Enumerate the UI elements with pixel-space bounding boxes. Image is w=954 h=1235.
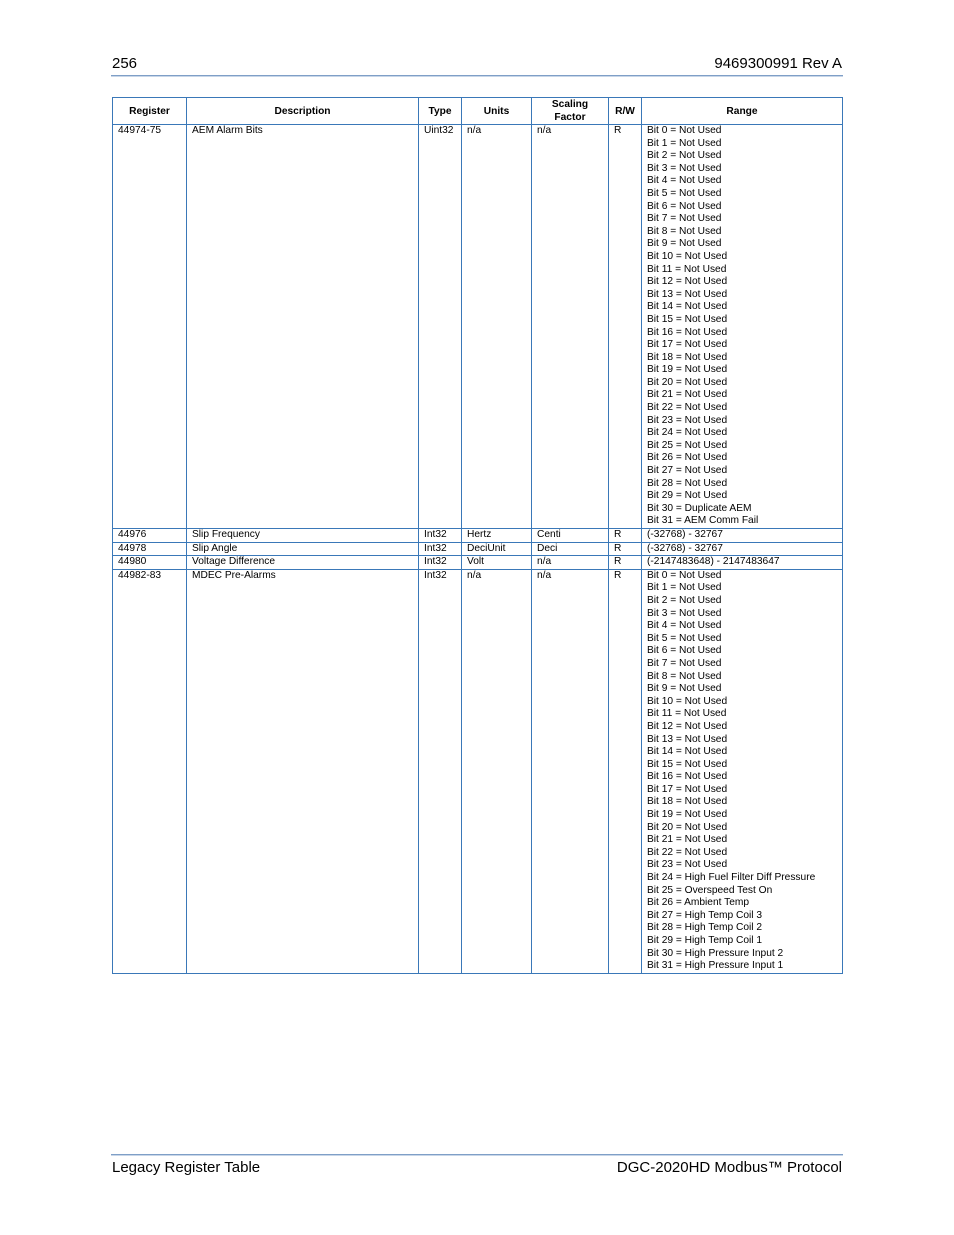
range-line: Bit 16 = Not Used	[647, 771, 728, 783]
range-line: Bit 4 = Not Used	[647, 620, 722, 632]
range-line: Bit 8 = Not Used	[647, 670, 722, 682]
range-line: Bit 27 = High Temp Coil 3	[647, 909, 763, 921]
cell-register: 44982-83	[113, 569, 187, 973]
table-row	[113, 542, 843, 556]
range-line: Bit 0 = Not Used	[647, 569, 722, 581]
range-line: Bit 12 = Not Used	[647, 720, 728, 732]
range-line: Bit 19 = Not Used	[647, 809, 728, 821]
range-line: Bit 8 = Not Used	[647, 225, 722, 237]
cell-register: 44974-75	[113, 125, 187, 529]
footer-section-title: Legacy Register Table	[112, 1159, 261, 1176]
column-header-description: Description	[187, 98, 419, 125]
range-line: Bit 30 = High Pressure Input 2	[647, 947, 784, 959]
range-line: (-2147483648) - 2147483647	[647, 556, 780, 568]
range-line: Bit 14 = Not Used	[647, 746, 728, 758]
cell-rw: R	[609, 542, 642, 556]
range-line: Bit 11 = Not Used	[647, 708, 727, 720]
column-header-scaling-factor	[532, 98, 609, 125]
range-line: Bit 10 = Not Used	[647, 250, 728, 262]
range-line: Bit 6 = Not Used	[647, 645, 722, 657]
cell-scaling: n/a	[532, 125, 609, 529]
range-line: Bit 17 = Not Used	[647, 783, 728, 795]
range-line: Bit 5 = Not Used	[647, 187, 722, 199]
range-line: Bit 4 = Not Used	[647, 175, 722, 187]
range-line: Bit 23 = Not Used	[647, 414, 728, 426]
cell-units: Volt	[462, 556, 532, 570]
range-line: Bit 1 = Not Used	[647, 582, 722, 594]
range-line: Bit 14 = Not Used	[647, 301, 728, 313]
range-line: Bit 15 = Not Used	[647, 313, 728, 325]
range-line: Bit 25 = Overspeed Test On	[647, 884, 773, 896]
range-line: Bit 30 = Duplicate AEM	[647, 502, 752, 514]
range-line: Bit 31 = AEM Comm Fail	[647, 515, 759, 527]
footer-document-title: DGC-2020HD Modbus™ Protocol	[616, 1159, 842, 1176]
range-line: Bit 13 = Not Used	[647, 288, 728, 300]
header-rule	[111, 75, 843, 77]
cell-description: Slip Angle	[187, 542, 419, 556]
cell-register: 44976	[113, 529, 187, 543]
range-line: Bit 28 = Not Used	[647, 477, 728, 489]
cell-type: Uint32	[419, 125, 462, 529]
range-line: Bit 23 = Not Used	[647, 859, 728, 871]
cell-units: Hertz	[462, 529, 532, 543]
cell-rw: R	[609, 125, 642, 529]
column-header-type: Type	[419, 98, 462, 125]
range-line: Bit 9 = Not Used	[647, 238, 722, 250]
range-line: Bit 16 = Not Used	[647, 326, 728, 338]
cell-description: AEM Alarm Bits	[187, 125, 419, 529]
table-row	[113, 556, 843, 570]
cell-type: Int32	[419, 556, 462, 570]
range-line: Bit 31 = High Pressure Input 1	[647, 960, 784, 972]
range-line: Bit 28 = High Temp Coil 2	[647, 922, 763, 934]
range-line: Bit 21 = Not Used	[647, 389, 728, 401]
cell-range	[642, 556, 843, 570]
cell-scaling: n/a	[532, 556, 609, 570]
range-line: Bit 20 = Not Used	[647, 376, 728, 388]
range-line: Bit 17 = Not Used	[647, 339, 728, 351]
cell-scaling: Centi	[532, 529, 609, 543]
range-line: Bit 24 = Not Used	[647, 427, 728, 439]
cell-scaling: Deci	[532, 542, 609, 556]
cell-register: 44980	[113, 556, 187, 570]
cell-type: Int32	[419, 569, 462, 973]
range-line: Bit 22 = Not Used	[647, 402, 728, 414]
cell-type: Int32	[419, 529, 462, 543]
cell-description: Slip Frequency	[187, 529, 419, 543]
range-line: Bit 29 = Not Used	[647, 490, 728, 502]
range-line: Bit 10 = Not Used	[647, 695, 728, 707]
column-header-units: Units	[462, 98, 532, 125]
cell-scaling: n/a	[532, 569, 609, 973]
range-line: Bit 22 = Not Used	[647, 846, 728, 858]
range-line: Bit 0 = Not Used	[647, 125, 722, 136]
range-line: Bit 19 = Not Used	[647, 364, 728, 376]
cell-register: 44978	[113, 542, 187, 556]
range-line: Bit 26 = Ambient Temp	[647, 897, 750, 909]
cell-range	[642, 125, 843, 529]
range-line: Bit 5 = Not Used	[647, 632, 722, 644]
range-line: Bit 12 = Not Used	[647, 276, 728, 288]
scaling-label: Scaling	[551, 99, 589, 110]
range-line: Bit 27 = Not Used	[647, 465, 728, 477]
range-line: Bit 15 = Not Used	[647, 758, 728, 770]
cell-units: n/a	[462, 569, 532, 973]
range-line: Bit 24 = High Fuel Filter Diff Pressure	[647, 872, 816, 884]
range-line: (-32768) - 32767	[647, 542, 723, 554]
range-line: Bit 7 = Not Used	[647, 657, 722, 669]
document-number: 9469300991 Rev A	[714, 55, 842, 72]
range-line: Bit 18 = Not Used	[647, 351, 728, 363]
factor-label: Factor	[554, 112, 586, 123]
range-line: Bit 3 = Not Used	[647, 607, 722, 619]
cell-units: n/a	[462, 125, 532, 529]
column-header-register: Register	[113, 98, 187, 125]
table-row	[113, 569, 843, 973]
cell-units: DeciUnit	[462, 542, 532, 556]
range-line: Bit 2 = Not Used	[647, 594, 722, 606]
column-header-range: Range	[642, 98, 843, 125]
range-line: Bit 11 = Not Used	[647, 263, 727, 275]
range-line: Bit 25 = Not Used	[647, 439, 728, 451]
cell-range	[642, 542, 843, 556]
cell-description: Voltage Difference	[187, 556, 419, 570]
table-row	[113, 125, 843, 529]
cell-rw: R	[609, 556, 642, 570]
range-line: Bit 7 = Not Used	[647, 213, 722, 225]
register-table	[112, 97, 843, 974]
footer-rule	[111, 1154, 843, 1156]
range-line: Bit 1 = Not Used	[647, 137, 722, 149]
cell-rw: R	[609, 529, 642, 543]
range-line: Bit 3 = Not Used	[647, 162, 722, 174]
range-line: Bit 9 = Not Used	[647, 683, 722, 695]
table-header-row	[113, 98, 843, 125]
cell-range	[642, 529, 843, 543]
range-line: Bit 18 = Not Used	[647, 796, 728, 808]
table-body	[113, 125, 843, 974]
column-header-rw: R/W	[609, 98, 642, 125]
range-line: Bit 2 = Not Used	[647, 150, 722, 162]
table-row	[113, 529, 843, 543]
range-line: Bit 21 = Not Used	[647, 834, 728, 846]
cell-type: Int32	[419, 542, 462, 556]
range-line: Bit 26 = Not Used	[647, 452, 728, 464]
cell-range	[642, 569, 843, 973]
range-line: Bit 6 = Not Used	[647, 200, 722, 212]
range-line: Bit 20 = Not Used	[647, 821, 728, 833]
range-line: Bit 29 = High Temp Coil 1	[647, 935, 763, 946]
page-number: 256	[112, 55, 138, 72]
cell-rw: R	[609, 569, 642, 973]
cell-description: MDEC Pre-Alarms	[187, 569, 419, 973]
range-line: Bit 13 = Not Used	[647, 733, 728, 745]
range-line: (-32768) - 32767	[647, 529, 723, 540]
